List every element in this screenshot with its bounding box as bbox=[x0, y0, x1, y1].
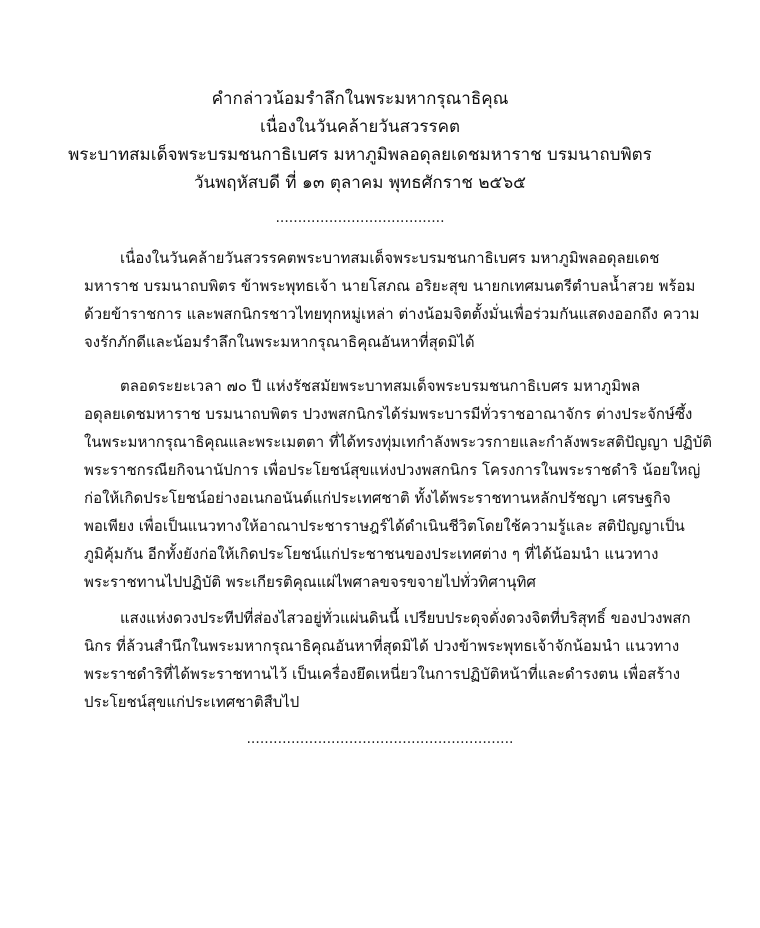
paragraph-line: เนื่องในวันคล้ายวันสวรรคตพระบาทสมเด็จพระบรมชนกาธิเบศร มหาภูมิพลอดุลยเดช bbox=[120, 249, 660, 267]
separator-top: ...................................... bbox=[275, 210, 445, 226]
heading-date: วันพฤหัสบดี ที่ ๑๓ ตุลาคม พุทธศักราช ๒๕๖๕ bbox=[193, 173, 527, 193]
paragraph-line: ภูมิคุ้มกัน อีกทั้งยังก่อให้เกิดประโยชน์แก่ประชาชนของประเทศต่าง ๆ ที่ได้น้อมนำ แนวทาง bbox=[84, 545, 659, 563]
document-heading bbox=[40, 85, 680, 197]
paragraph-line: แสงแห่งดวงประทีปที่ส่องไสวอยู่ทั่วแผ่นดินนี้ เปรียบประดุจดั่งดวงจิตที่บริสุทธิ์ ของปวงพสก bbox=[120, 609, 691, 627]
paragraph-3 bbox=[84, 604, 691, 716]
paragraph-line: จงรักภักดีและน้อมรำลึกในพระมหากรุณาธิคุณอันหาที่สุดมิได้ bbox=[84, 333, 475, 351]
paragraph-line: มหาราช บรมนาถบพิตร ข้าพระพุทธเจ้า นายโสภณ อริยะสุข นายกเทศมนตรีตำบลน้ำสวย พร้อม bbox=[84, 277, 696, 295]
paragraph-line: ก่อให้เกิดประโยชน์อย่างอเนกอนันต์แก่ประเทศชาติ ทั้งได้พระราชทานหลักปรัชญา เศรษฐกิจ bbox=[84, 489, 671, 507]
paragraph-line: ตลอดระยะเวลา ๗๐ ปี แห่งรัชสมัยพระบาทสมเด็จพระบรมชนกาธิเบศร มหาภูมิพล bbox=[120, 377, 641, 395]
paragraph-line: ในพระมหากรุณาธิคุณและพระเมตตา ที่ได้ทรงทุ่มเทกำลังพระวรกายและกำลังพระสติปัญญา ปฏิบัติ bbox=[84, 433, 712, 451]
paragraph-line: พระราชทานไปปฏิบัติ พระเกียรติคุณแผ่ไพศาลขจรขจายไปทั่วทิศานุทิศ bbox=[84, 573, 536, 591]
paragraph-line: พอเพียง เพื่อเป็นแนวทางให้อาณาประชาราษฎร์ได้ดำเนินชีวิตโดยใช้ความรู้และ สติปัญญาเป็น bbox=[84, 517, 685, 535]
paragraph-line: พระราชกรณียกิจนานัปการ เพื่อประโยชน์สุขแห่งปวงพสกนิกร โครงการในพระราชดำริ น้อยใหญ่ bbox=[84, 461, 701, 479]
paragraph-1 bbox=[84, 244, 700, 356]
heading-royal-name: พระบาทสมเด็จพระบรมชนกาธิเบศร มหาภูมิพลอดุลยเดชมหาราช บรมนาถบพิตร bbox=[68, 145, 652, 165]
paragraph-line: นิกร ที่ล้วนสำนึกในพระมหากรุณาธิคุณอันหาที่สุดมิได้ ปวงข้าพระพุทธเจ้าจักน้อมนำ แนวทาง bbox=[84, 637, 680, 655]
paragraph-line: ด้วยข้าราชการ และพสกนิกรชาวไทยทุกหมู่เหล่า ต่างน้อมจิตตั้งมั่นเพื่อร่วมกันแสดงออกถึง ความ bbox=[84, 305, 700, 323]
separator-bottom: ............................................................ bbox=[246, 731, 514, 747]
paragraph-line: พระราชดำริที่ได้พระราชทานไว้ เป็นเครื่องยึดเหนี่ยวในการปฏิบัติหน้าที่และดำรงตน เพื่อสร้าง bbox=[84, 665, 681, 683]
paragraph-line: อดุลยเดชมหาราช บรมนาถบพิตร ปวงพสกนิกรได้ร่มพระบารมีทั่วราชอาณาจักร ต่างประจักษ์ซึ้ง bbox=[84, 405, 693, 423]
heading-title: คำกล่าวน้อมรำลึกในพระมหากรุณาธิคุณ bbox=[211, 89, 509, 109]
paragraph-line: ประโยชน์สุขแก่ประเทศชาติสืบไป bbox=[84, 693, 300, 711]
heading-occasion: เนื่องในวันคล้ายวันสวรรคต bbox=[259, 117, 461, 137]
paragraph-2 bbox=[84, 372, 712, 596]
